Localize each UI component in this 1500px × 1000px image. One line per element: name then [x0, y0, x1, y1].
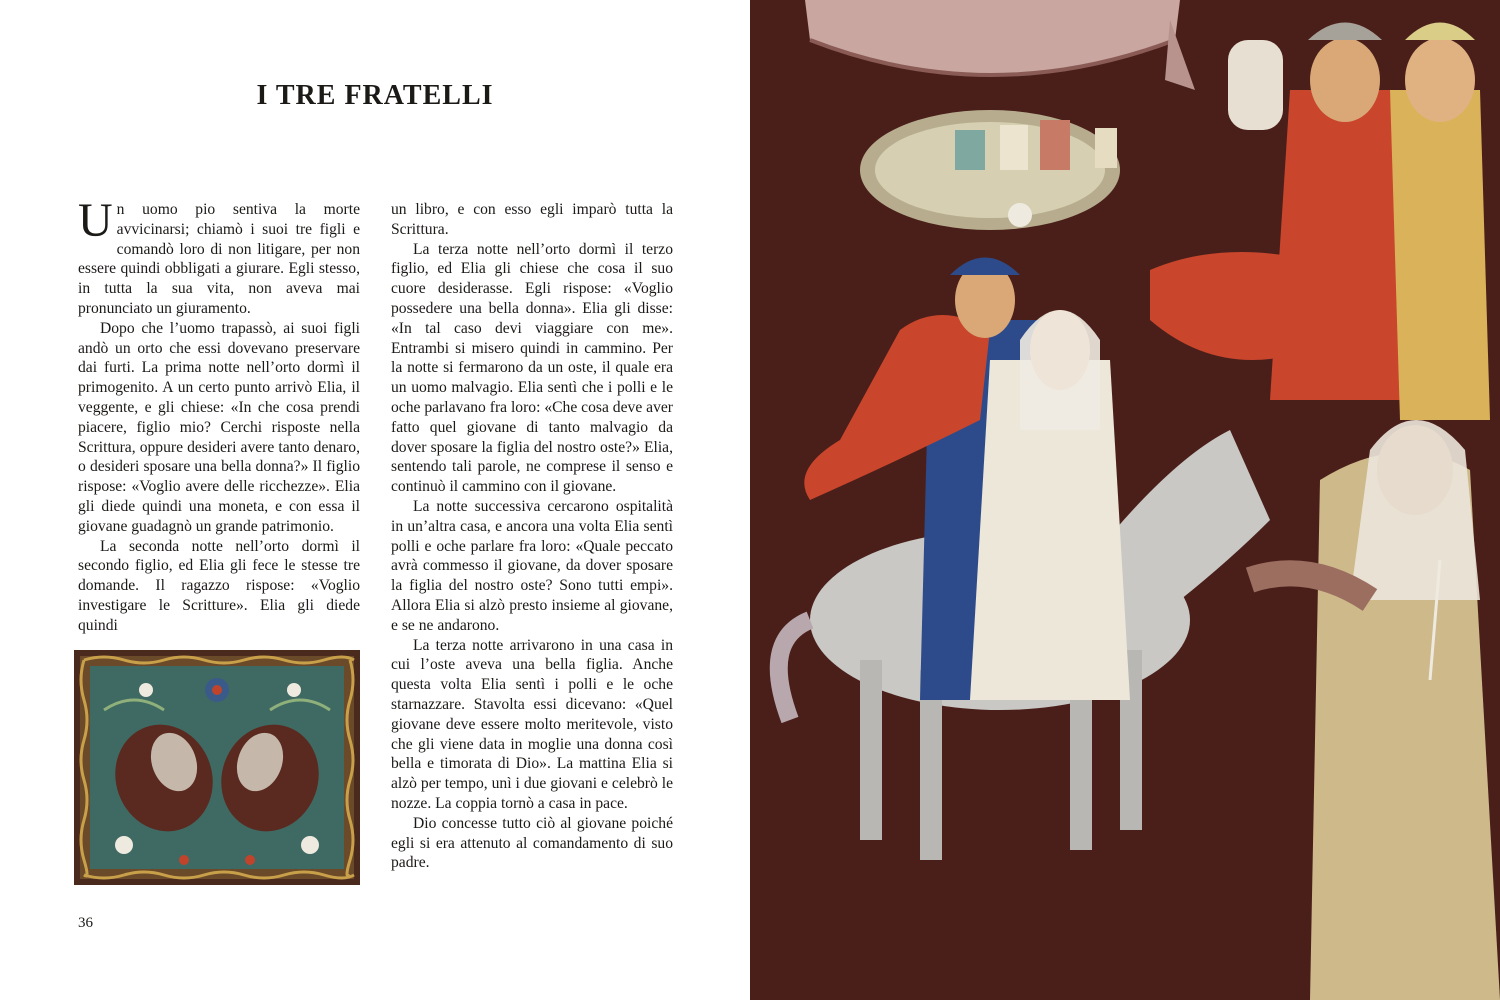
paragraph-6: La notte successiva cercarono ospitalità in un’altra casa, e ancora una volta Elia sentì polli e oche parlare fra loro: «Quale peccato avrà commesso il giovane, da dover sposare la figlia del nostro oste? Sono tutti empi». Allora Elia si alzò presto insieme al giovane, e se ne andarono.: [391, 497, 673, 634]
paragraph-1-text: n uomo pio sentiva la morte avvicinarsi; chiamò i suoi tre figli e comandò loro di non litigare, per non essere quindi obbligati a giurare. Egli stesso, in tutta la sua vita, non aveva mai pronunciato un giuramento.: [78, 201, 360, 317]
paragraph-3: La seconda notte nell’orto dormì il secondo figlio, ed Elia gli fece le stesse tre domande. Il ragazzo rispose: «Voglio investigare le Scritture». Elia gli diede quindi: [78, 537, 360, 634]
drop-cap: U: [78, 194, 113, 247]
chapter-title: I TRE FRATELLI: [256, 80, 494, 111]
paragraph-5: La terza notte nell’orto dormì il terzo figlio, ed Elia gli chiese che cosa il suo cuore desiderasse. Egli rispose: «Voglio possedere una bella donna». Elia gli disse: «In tal caso devi viaggiare con me». Entrambi si misero quindi in cammino. Per la notte si fermarono da un oste, il quale era un uomo malvagio. Elia sentì che i polli e le oche parlavano fra loro: «Che cosa deve aver fatto quel giovane di tanto malvagio da dover sposare la figlia del nostro oste?» Elia, sentendo tali parole, ne comprese il senso e continuò il cammino con il giovane.: [391, 240, 673, 496]
pomegranate-tile-illustration: [74, 650, 360, 885]
paragraph-7: La terza notte arrivarono in una casa in cui l’oste aveva una bella figlia. Anche questa volta Elia sentì i polli e le oche starnazzare. Stavolta essi dicevano: «Quel giovane deve essere molto meritevole, visto che gli viene data in moglie una donna così bella e timorata di Dio». La mattina Elia si alzò per tempo, unì i due giovani e celebrò le nozze. La coppia tornò a casa in pace.: [391, 636, 673, 812]
right-page: [750, 0, 1500, 1000]
paragraph-4: un libro, e con esso egli imparò tutta la Scrittura.: [391, 201, 673, 238]
page-number: 36: [78, 915, 93, 931]
paragraph-2: Dopo che l’uomo trapassò, ai suoi figli andò un orto che essi dovevano preservare dai furti. La prima notte nell’orto dormì il primogenito. A un certo punto arrivò Elia, il veggente, e gli chiese: «In che cosa prendi piacere, figlio mio? Cerchi risposte nella Scrittura, oppure desideri avere tanto denaro, o desideri sposare una bella donna?» Il figlio rispose: «Voglio avere delle ricchezze». Elia gli diede quindi una moneta, e con essa il giovane guadagnò un grande patrimonio.: [78, 319, 360, 535]
text-column-left: [78, 194, 360, 636]
elijah-journey-painting: [750, 0, 1500, 1000]
paragraph-1: [78, 194, 360, 319]
text-column-right: [391, 200, 673, 873]
paragraph-8: Dio concesse tutto ciò al giovane poiché egli si era attenuto al comandamento di suo padre.: [391, 814, 673, 872]
